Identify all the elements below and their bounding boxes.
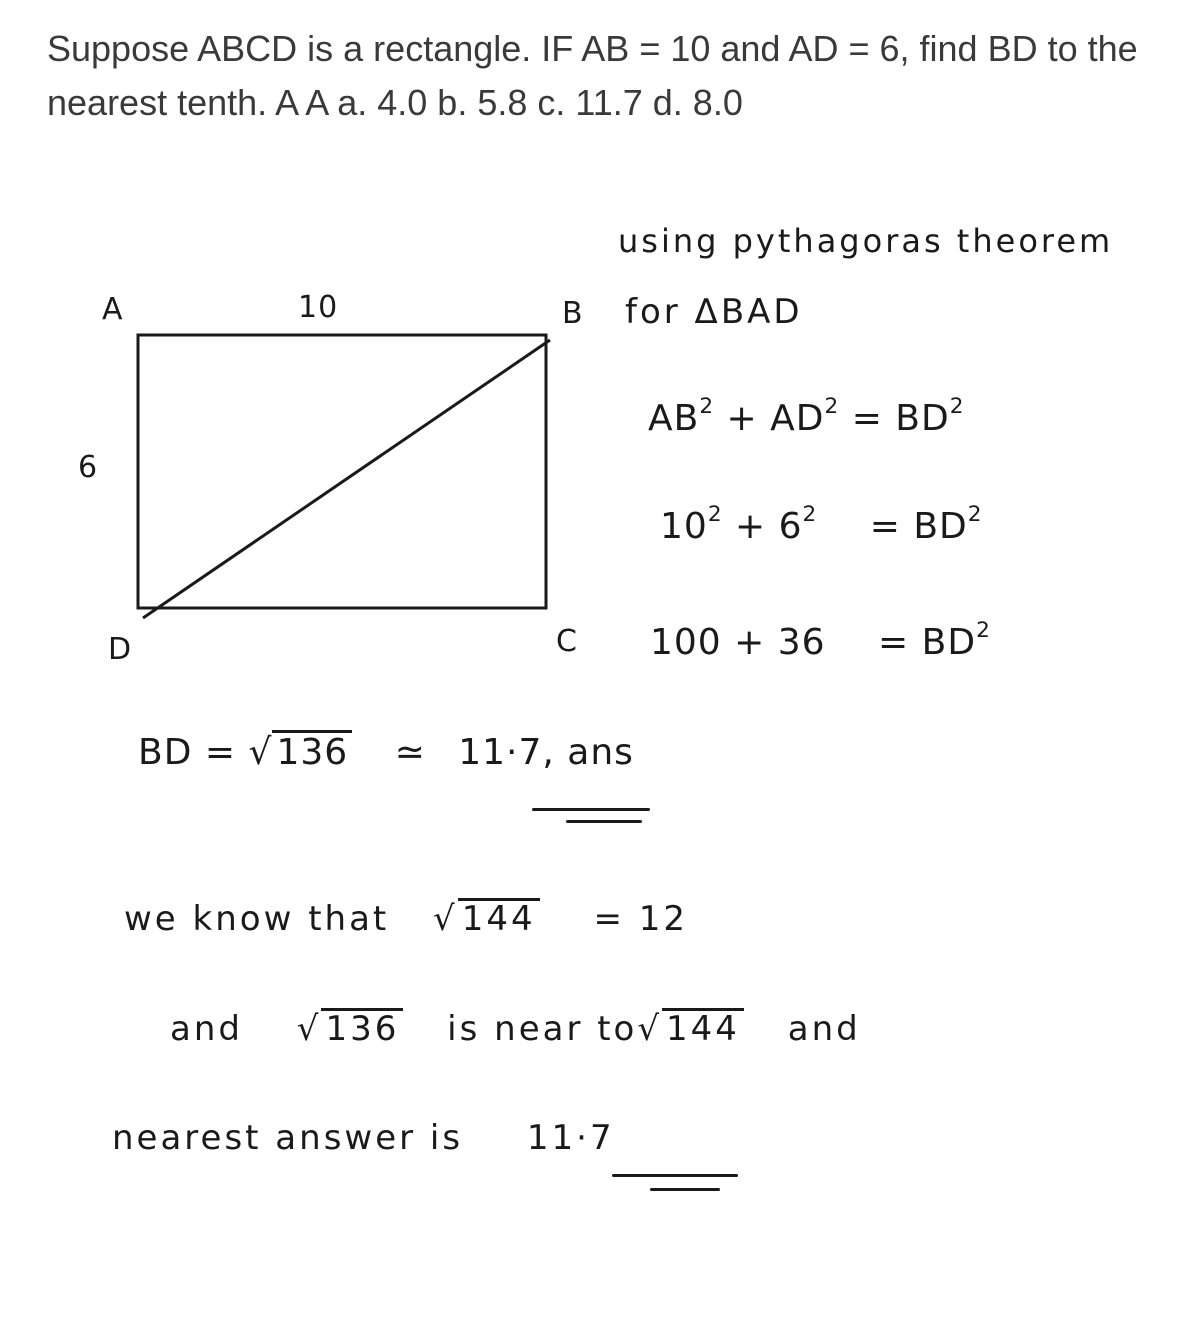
result-radicand: 136 — [272, 730, 352, 773]
result-prefix: BD = — [138, 732, 237, 773]
eq1-mid: + AD — [726, 398, 825, 439]
solution-intro-line2: for ΔBAD — [625, 292, 803, 332]
near-radicand-2: 144 — [662, 1008, 744, 1048]
near-end: and — [787, 1009, 861, 1049]
result-suffix: , ans — [542, 732, 634, 773]
know-rhs: = 12 — [593, 899, 688, 939]
near-and: and — [170, 1009, 243, 1049]
result-value: 11·7 — [458, 732, 543, 773]
know-sqrt-sign: √ — [433, 899, 458, 939]
vertex-b-label: B — [562, 296, 584, 331]
side-ab-label: 10 — [298, 290, 339, 325]
eq1-mid-exponent: 2 — [824, 394, 840, 419]
nearest-line — [112, 1118, 615, 1158]
eq1-rhs-exponent: 2 — [949, 394, 965, 419]
eq2-mid-exponent: 2 — [802, 502, 818, 527]
vertex-c-label: C — [556, 624, 578, 659]
eq1-lhs-exponent: 2 — [699, 394, 715, 419]
near-mid: is near to — [447, 1009, 638, 1049]
result-line — [138, 730, 634, 773]
near-radicand-1: 136 — [321, 1008, 403, 1048]
eq3-rhs-exponent: 2 — [976, 618, 991, 643]
eq2-lhs-exponent: 2 — [707, 502, 723, 527]
eq2-lhs: 10 — [660, 506, 708, 547]
sqrt-sign: √ — [248, 732, 273, 773]
near-sqrt-sign-2: √ — [637, 1009, 663, 1049]
eq2-rhs: = BD — [869, 506, 968, 547]
rectangle-abcd — [138, 335, 546, 608]
side-ad-label: 6 — [78, 450, 99, 485]
solution-intro-line1: using pythagoras theorem — [618, 222, 1114, 260]
eq1-rhs: = BD — [851, 398, 950, 439]
result-underline-2 — [566, 820, 642, 823]
know-prefix: we know that — [124, 899, 390, 939]
eq3-rhs: = BD — [878, 622, 977, 663]
nearest-underline-1 — [612, 1174, 738, 1177]
result-underline-1 — [532, 808, 650, 811]
know-line — [124, 898, 688, 939]
approx-symbol: ≃ — [394, 732, 426, 773]
equation-line-3 — [650, 618, 991, 663]
vertex-a-label: A — [102, 292, 124, 327]
eq2-mid: + 6 — [735, 506, 803, 547]
eq2-rhs-exponent: 2 — [967, 502, 983, 527]
nearest-value: 11·7 — [526, 1118, 615, 1158]
question-text: Suppose ABCD is a rectangle. IF AB = 10 and AD = 6, find BD to the nearest tenth. A A a. 4.0 b. 5.8 c. 11.7 d. 8.0 — [47, 28, 1138, 123]
diagonal-bd — [143, 340, 550, 618]
near-sqrt-sign-1: √ — [296, 1009, 322, 1049]
nearest-underline-2 — [650, 1188, 720, 1191]
vertex-d-label: D — [108, 632, 133, 667]
nearest-text: nearest answer is — [112, 1118, 464, 1158]
equation-line-1 — [648, 394, 965, 439]
near-line — [170, 1008, 861, 1049]
know-radicand: 144 — [458, 898, 540, 938]
eq1-lhs: AB — [648, 398, 700, 439]
eq3-lhs: 100 + 36 — [650, 622, 826, 663]
equation-line-2 — [660, 502, 983, 547]
